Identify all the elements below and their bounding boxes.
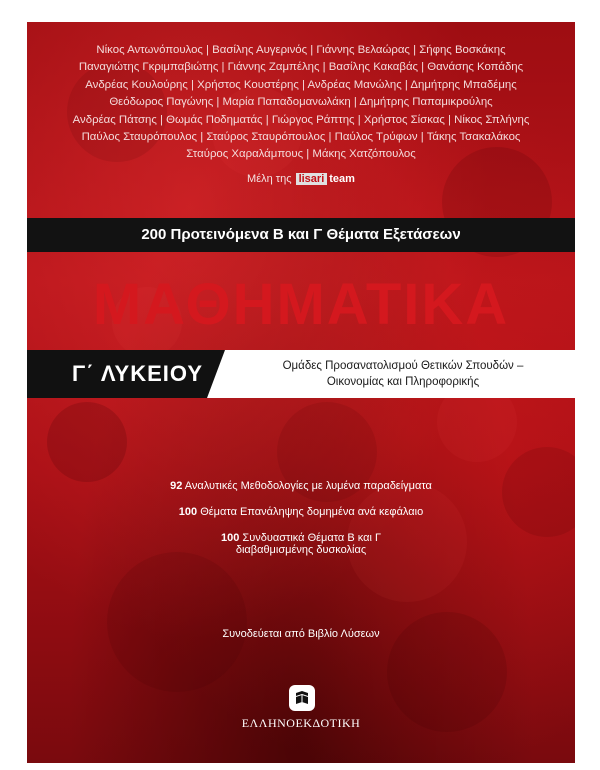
author-line: Νίκος Αντωνόπουλος | Βασίλης Αυγερινός | Γιάννης Βελαώρας | Σήφης Βοσκάκης [96, 44, 506, 56]
book-logo-svg [293, 689, 311, 707]
feature-text: Αναλυτικές Μεθοδολογίες με λυμένα παραδείγματα [184, 480, 432, 492]
feature-item [27, 506, 575, 518]
feature-text: Συνδυαστικά Θέματα Β και Γ [242, 532, 382, 544]
feature-item [27, 532, 575, 556]
feature-number: 100 [220, 532, 240, 544]
book-logo-icon [289, 685, 315, 711]
team-label: team [329, 173, 355, 185]
book-cover [27, 22, 575, 763]
lisari-logo: lisari [296, 173, 328, 185]
author-line: Σταύρος Χαραλάμπους | Μάκης Χατζόπουλος [186, 148, 416, 161]
publisher-name: ΕΛΛΗΝΟΕΚΔΟΤΙΚΗ [241, 716, 361, 730]
feature-number: 100 [178, 506, 198, 518]
author-line: Παύλος Σταυρόπουλος | Σταύρος Σταυρόπουλος | Παύλος Τρύφων | Τάκης Τσακαλάκος [81, 131, 521, 144]
subtitle-band: 200 Προτεινόμενα Β και Γ Θέματα Εξετάσεων [27, 218, 575, 252]
members-line [27, 173, 575, 185]
feature-item [27, 480, 575, 492]
author-line: Ανδρέας Κουλούρης | Χρήστος Κουστέρης | Ανδρέας Μανώλης | Δημήτρης Μπαδέμης [85, 78, 517, 91]
author-line: Παναγιώτης Γκριμπαβιώτης | Γιάννης Ζαμπέλης | Βασίλης Κακαβάς | Θανάσης Κοπάδης [78, 61, 524, 74]
author-line: Θεόδωρος Παγώνης | Μαρία Παπαδομανωλάκη | Δημήτρης Παπαμικρούλης [109, 96, 493, 109]
grade-label: Γ΄ ΛΥΚΕΙΟΥ [72, 361, 204, 386]
feature-number: 92 [170, 480, 183, 492]
direction-text [253, 358, 553, 390]
members-prefix: Μέλη της [247, 173, 292, 185]
features-list [27, 480, 575, 570]
direction-line-2: Οικονομίας και Πληροφορικής [326, 376, 480, 388]
grade-band [27, 350, 575, 398]
authors-list [27, 42, 575, 164]
solutions-note: Συνοδεύεται από Βιβλίο Λύσεων [222, 628, 380, 640]
book-title: ΜΑΘΗΜΑΤΙΚΑ [92, 272, 510, 337]
feature-text-line2: διαβαθμισμένης δυσκολίας [235, 544, 367, 556]
direction-line-1: Ομάδες Προσανατολισμού Θετικών Σπουδών – [282, 360, 524, 372]
author-line: Ανδρέας Πάτσης | Θωμάς Ποδηματάς | Γιώργος Ράπτης | Χρήστος Σίσκας | Νίκος Σπλήνης [72, 113, 530, 126]
feature-text: Θέματα Επανάληψης δομημένα ανά κεφάλαιο [200, 506, 424, 518]
